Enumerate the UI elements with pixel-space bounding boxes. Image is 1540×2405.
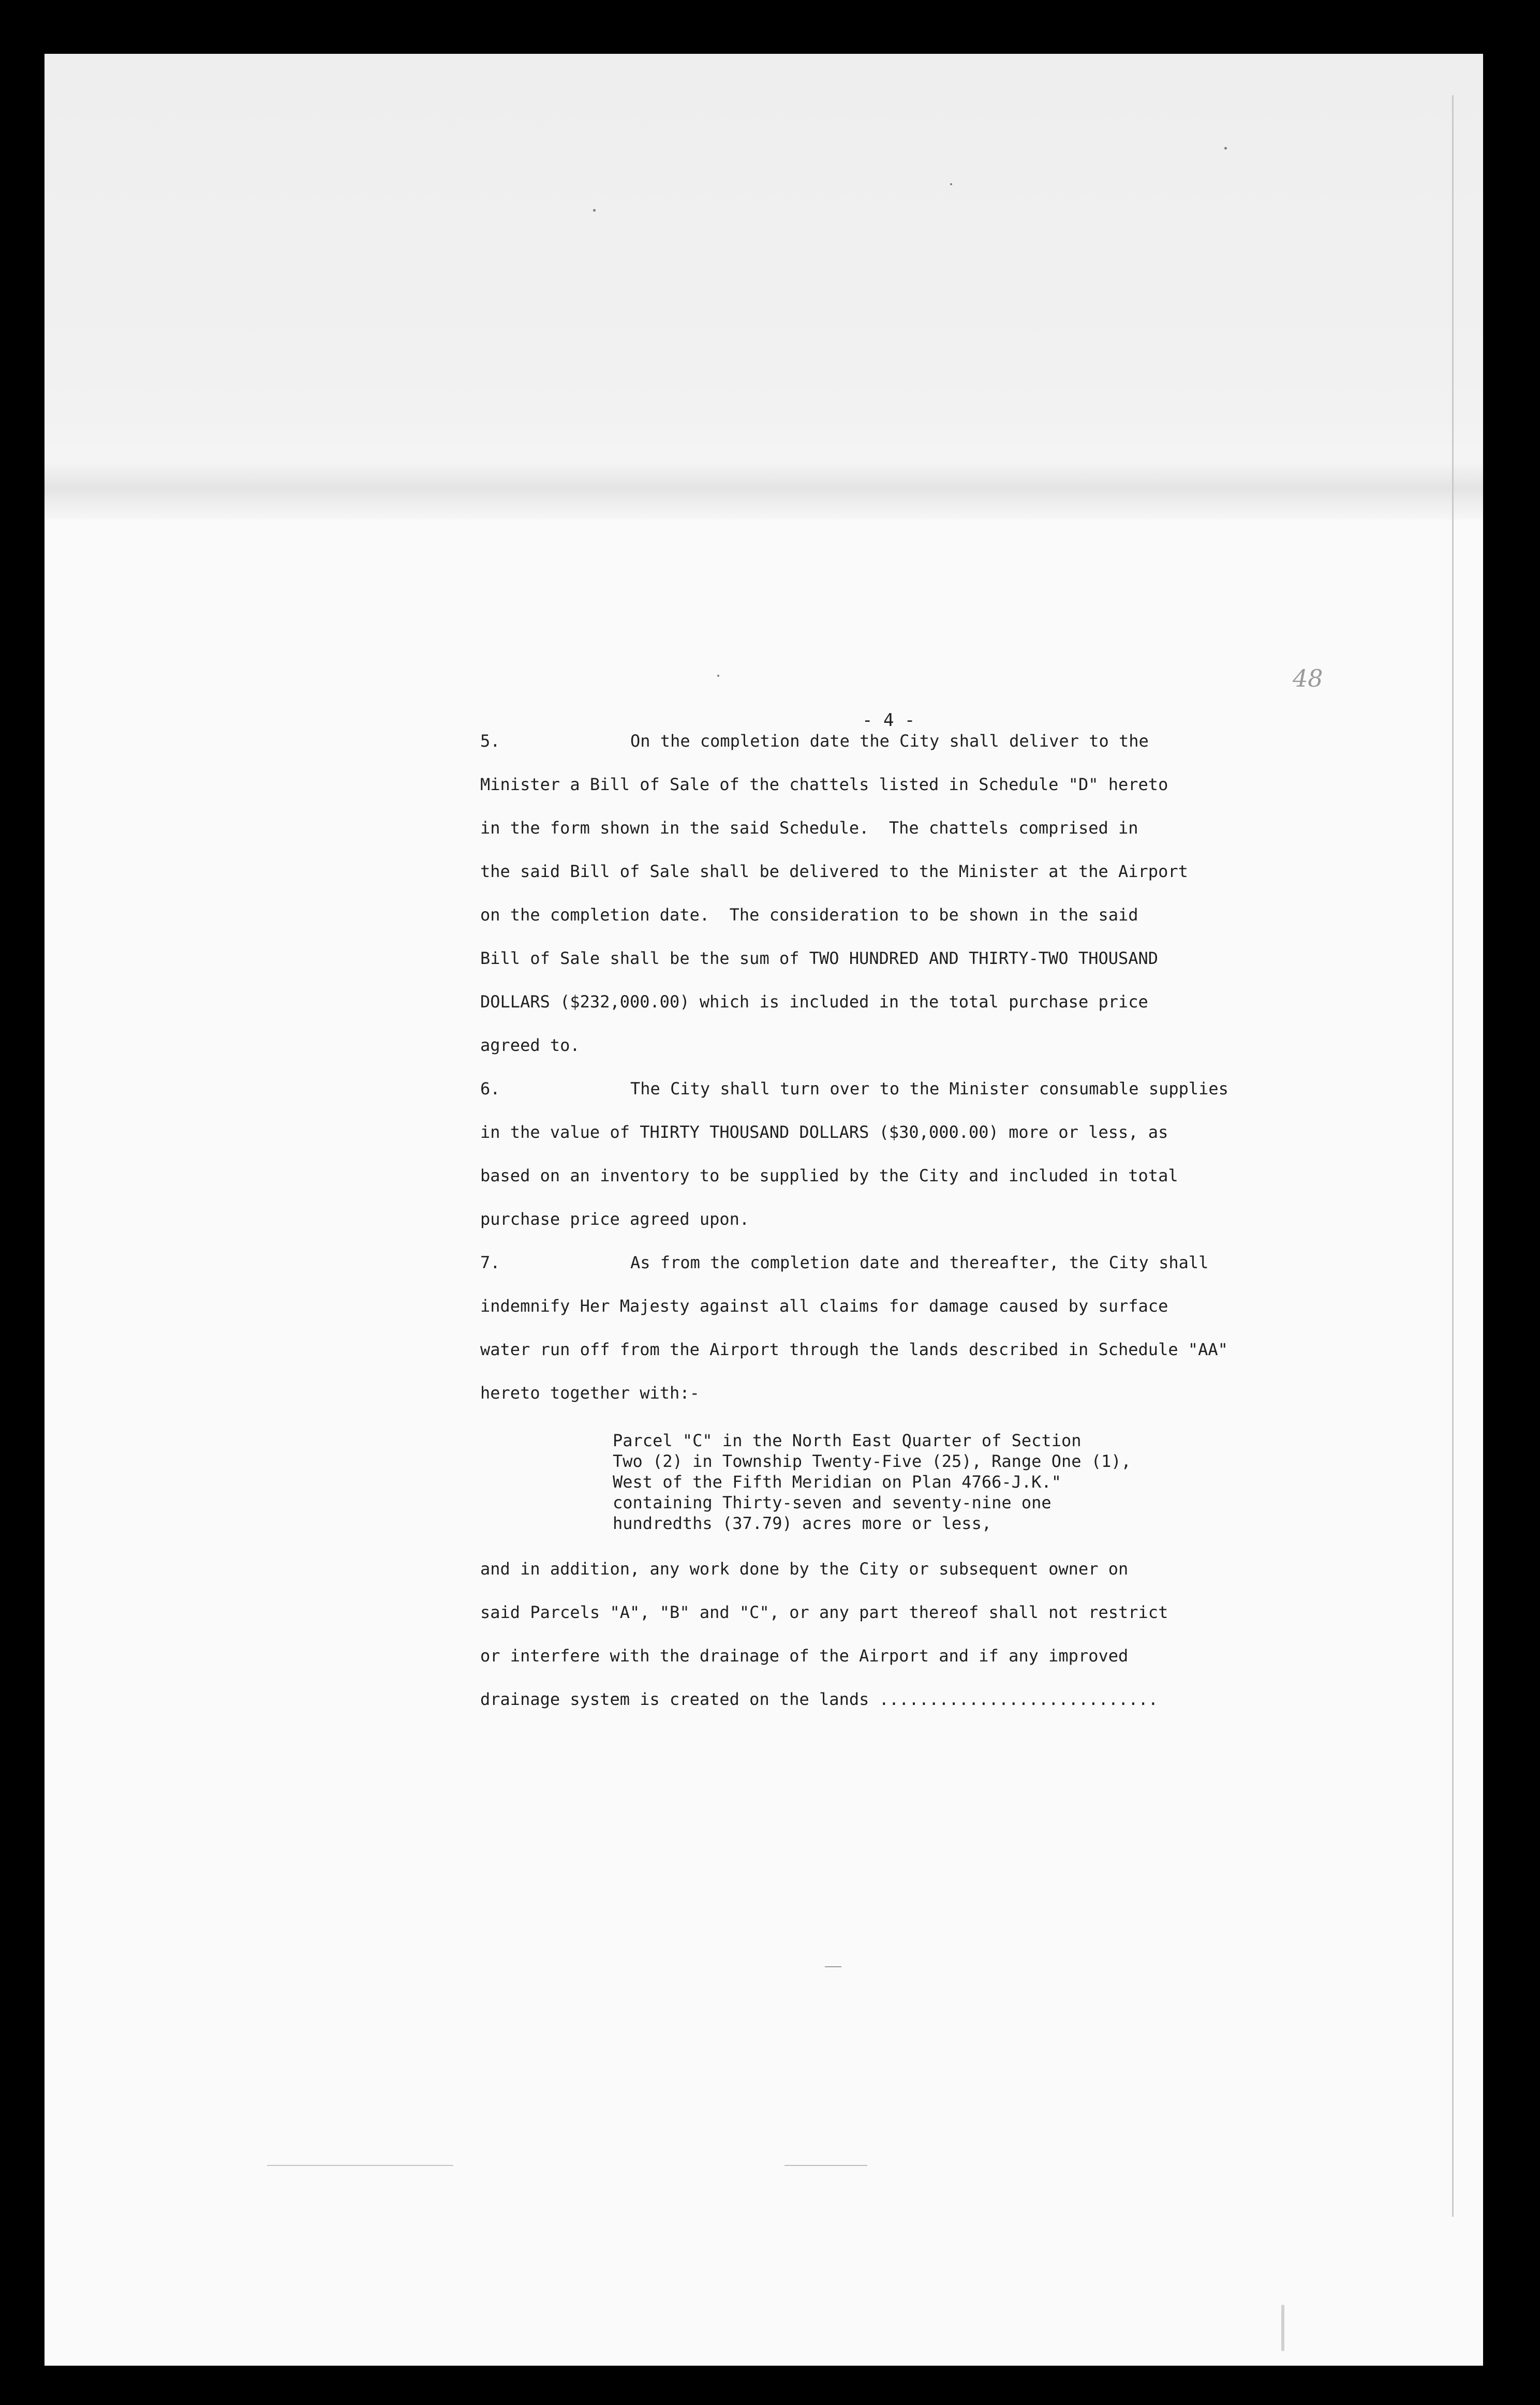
scan-mark — [950, 183, 952, 185]
page-number: - 4 - — [862, 710, 915, 731]
parcel-description-line: West of the Fifth Meridian on Plan 4766-J.K." — [613, 1472, 1061, 1492]
scan-mark — [267, 2165, 453, 2166]
paragraph-7-first-line: As from the completion date and thereafter, the City shall — [630, 1253, 1209, 1272]
paragraph-7-number: 7. — [480, 1253, 500, 1272]
paragraph-5-line: on the completion date. The consideration to be shown in the said — [480, 905, 1138, 925]
sheet-edge-shadow — [1452, 95, 1454, 2217]
paragraph-5-line: Minister a Bill of Sale of the chattels listed in Schedule "D" hereto — [480, 775, 1168, 794]
paragraph-5-number: 5. — [480, 731, 500, 751]
closing-line: or interfere with the drainage of the Airport and if any improved — [480, 1646, 1129, 1666]
scan-mark — [1224, 147, 1227, 150]
paragraph-7-line: hereto together with:- — [480, 1383, 700, 1403]
scan-mark — [593, 209, 596, 212]
handwritten-folio-number: 48 — [1293, 664, 1323, 692]
paragraph-6-line: purchase price agreed upon. — [480, 1209, 750, 1229]
paragraph-5-line: DOLLARS ($232,000.00) which is included in the total purchase price — [480, 992, 1148, 1012]
parcel-description-line: Parcel "C" in the North East Quarter of Section — [613, 1431, 1082, 1450]
sheet-top-shading — [45, 54, 1483, 519]
scan-mark — [825, 1966, 841, 1967]
parcel-description-line: containing Thirty-seven and seventy-nine one — [613, 1493, 1052, 1512]
paragraph-6-line: based on an inventory to be supplied by the City and included in total — [480, 1166, 1178, 1185]
parcel-description-line: Two (2) in Township Twenty-Five (25), Range One (1), — [613, 1451, 1131, 1471]
scan-mark — [717, 675, 719, 677]
sheet-fold-line — [45, 463, 1483, 519]
parcel-description-line: hundredths (37.79) acres more or less, — [613, 1513, 992, 1533]
paragraph-7-line: indemnify Her Majesty against all claims for damage caused by surface — [480, 1296, 1168, 1316]
closing-line: and in addition, any work done by the City or subsequent owner on — [480, 1559, 1129, 1579]
paragraph-5-line: agreed to. — [480, 1035, 580, 1055]
paragraph-5-line: Bill of Sale shall be the sum of TWO HUNDRED AND THIRTY-TWO THOUSAND — [480, 948, 1159, 968]
paragraph-6-first-line: The City shall turn over to the Minister consumable supplies — [630, 1079, 1228, 1098]
closing-line: drainage system is created on the lands ............................ — [480, 1689, 1159, 1709]
paragraph-5-line: in the form shown in the said Schedule. The chattels comprised in — [480, 818, 1138, 838]
paper-sheet — [45, 54, 1483, 2366]
scan-mark — [784, 2165, 867, 2166]
closing-line: said Parcels "A", "B" and "C", or any part thereof shall not restrict — [480, 1602, 1168, 1622]
paragraph-7-line: water run off from the Airport through the lands described in Schedule "AA" — [480, 1340, 1228, 1359]
scan-mark — [1281, 2305, 1284, 2351]
paragraph-6-line: in the value of THIRTY THOUSAND DOLLARS ($30,000.00) more or less, as — [480, 1122, 1168, 1142]
paragraph-5-first-line: On the completion date the City shall deliver to the — [630, 731, 1149, 751]
paragraph-5-line: the said Bill of Sale shall be delivered to the Minister at the Airport — [480, 862, 1188, 881]
paragraph-6-number: 6. — [480, 1079, 500, 1098]
